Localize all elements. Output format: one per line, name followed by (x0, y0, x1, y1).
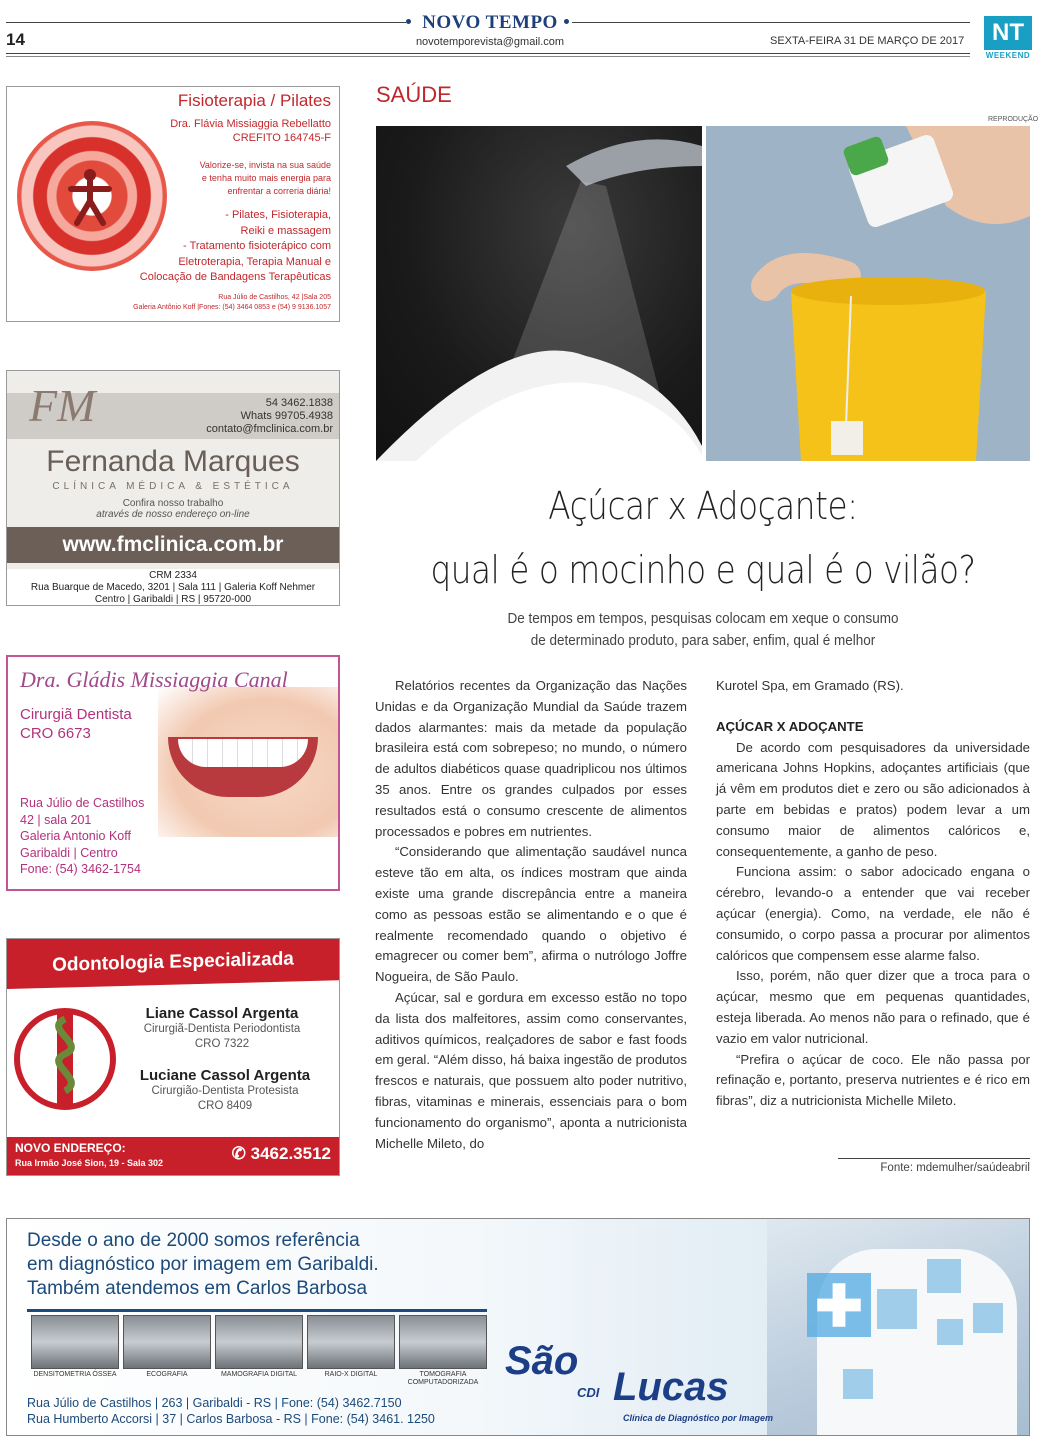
doctor-specialty: Cirurgiã-Dentista Periodontista (143, 1023, 301, 1035)
doctor-cro: CRO 7322 (194, 1038, 250, 1050)
ad-dentista-name: Dra. Gládis Missiaggia Canal (20, 667, 288, 692)
article-paragraph: Isso, porém, não quer dizer que a troca para o açúcar, mesmo que em pequenas quantidades, esteja liberada. Ao menos não para o refinado, que é vazio em valor nutricional. (716, 968, 1030, 1046)
exam-caption: DENSITOMETRIA ÓSSEA (33, 1371, 117, 1378)
decor-square (927, 1259, 961, 1293)
logo-mark: NT (984, 16, 1032, 50)
service-line: Colocação de Bandagens Terapêuticas (139, 271, 331, 283)
masthead (400, 12, 580, 48)
article-deck (409, 608, 998, 652)
slogan-line: e tenha muito mais energia para (201, 173, 331, 183)
article-subhead: AÇÚCAR X ADOÇANTE (716, 718, 864, 734)
service-line: Eletroterapia, Terapia Manual e (178, 255, 331, 268)
ad-odontologia (6, 938, 340, 1176)
header-rule-left (6, 22, 406, 23)
ad-odonto-doctor-2 (117, 1067, 333, 1114)
headline-line: em diagnóstico por imagem em Garibaldi. (27, 1254, 379, 1275)
article-paragraph: “Considerando que alimentação saudável nunca esteve tão em alta, os índices mostram que ainda existe uma grande discrepância entre a maneira como as pessoas estão se alimentando e o que é realmente recomendado quando o objetivo é emagrecer ou comer bem”, afirma o nutrólogo Joffre Nogueira, de São Paulo. (375, 844, 687, 985)
ad-fm-phone: 54 3462.1838 (265, 397, 333, 409)
ad-fisio-doctor (170, 117, 331, 145)
ad-fm-whats: Whats 99705.4938 (240, 410, 333, 422)
logo-cdi: CDI (577, 1385, 600, 1400)
sugar-pile-graphic (376, 126, 702, 461)
article-headline (422, 474, 984, 602)
article-paragraph: Kurotel Spa, em Gramado (RS). (716, 678, 904, 693)
address-line: Garibaldi | Centro (20, 845, 118, 860)
logo-sao: São (505, 1339, 579, 1383)
page-number: 14 (6, 30, 25, 49)
ad-fm-contact (206, 397, 333, 436)
address-line: Centro | Garibaldi | RS | 95720-000 (94, 594, 252, 605)
address-line: Rua Júlio de Castilhos | 263 | Garibaldi - RS | Fone: (54) 3462.7150 (27, 1396, 402, 1410)
ad-fisio-title: Fisioterapia / Pilates (177, 91, 331, 110)
ad-saolucas-headline (27, 1229, 379, 1301)
phone-icon: ✆ (231, 1144, 251, 1163)
exam-photo (123, 1315, 211, 1369)
address-line: Rua Humberto Accorsi | 37 | Carlos Barbosa - RS | Fone: (54) 3461. 1250 (27, 1412, 435, 1426)
ad-fisio-crefito: CREFITO 164745-F (232, 132, 331, 144)
exam-caption: MAMOGRAFIA DIGITAL (220, 1371, 298, 1378)
ad-odonto-street: Rua Irmão José Sion, 19 - Sala 302 (15, 1158, 164, 1168)
article-paragraph: De acordo com pesquisadores da universidade americana Johns Hopkins, adoçantes artificiais (que já vêm em produtos diet e zero ou são adicionados à parte em bebidas e pratos) podem levar a um consumo maior de alimentos calóricos e, consequentemente, a ganho de peso. (716, 739, 1030, 859)
header-rule-bottom2 (6, 56, 970, 57)
medical-cross-icon (807, 1273, 871, 1337)
ad-dentista-title: Cirurgiã Dentista (20, 706, 132, 723)
address-line: Rua Buarque de Macedo, 3201 | Sala 111 | Galeria Koff Nehmer (30, 582, 316, 593)
ad-fm-confira (7, 498, 339, 520)
address-line: Fone: (54) 3462-1754 (20, 862, 141, 876)
issue-date: SEXTA-FEIRA 31 DE MARÇO DE 2017 (770, 35, 965, 47)
address-line: Galeria Antônio Koff |Fones: (54) 3464 0853 e (54) 9 9136.1057 (133, 304, 331, 311)
exam-photos (31, 1315, 487, 1371)
ad-fm-name: Fernanda Marques (46, 445, 300, 478)
deck-line-2: de determinado produto, para saber, enfim, qual é melhor (530, 632, 876, 649)
decor-square (877, 1289, 917, 1329)
ad-dentista-cro: CRO 6673 (20, 725, 91, 742)
ad-odonto-footer (7, 1137, 339, 1175)
exam-captions (31, 1371, 487, 1387)
headline-line-1: Açúcar x Adoçante: (548, 484, 858, 528)
exam-photo (399, 1315, 487, 1369)
doctor-name: Luciane Cassol Argenta (139, 1067, 311, 1084)
ad-sao-lucas (6, 1218, 1030, 1436)
article-paragraph: Açúcar, sal e gordura em excesso estão no topo da lista dos malfeitores, assim como conservantes, aditivos químicos, realçadores de sabor e fast foods em geral. “Além disso, há baixa ingestão de produtos frescos e naturais, que possuem alto poder nutritivo, fibras, vitaminas e minerais, essenciais para o bom funcionamento do organismo”, aponta a nutricionista Michelle Mileto, do (375, 989, 687, 1151)
headline-line: Também atendemos em Carlos Barbosa (27, 1278, 368, 1299)
address-line: Rua Júlio de Castilhos (20, 796, 145, 810)
exam-caption: RAIO-X DIGITAL (324, 1371, 378, 1378)
article-paragraph: “Prefira o açúcar de coco. Ele não passa por refinação e, portanto, preserva nutrientes e é rico em fibras”, diz a nutricionista Michelle Mileto. (716, 1051, 1030, 1109)
ad-fisio-slogan (200, 159, 331, 198)
ad-fisio-services (140, 208, 331, 286)
deck-line-1: De tempos em tempos, pesquisas colocam em xeque o consumo (507, 610, 899, 627)
address-line: 42 | sala 201 (20, 812, 92, 827)
caduceus-icon (13, 999, 123, 1119)
article-paragraph: Relatórios recentes da Organização das Nações Unidas e da Organização Mundial da Saúde trazem dados alarmantes: mais da metade da população brasileira está com sobrepeso; no mundo, o número de adultos diabéticos quase quadriplicou nos últimos 35 anos. Entre os grandes culpados por esses resultados está o consumo crescente de alimentos processados e pobres em nutrientes. (375, 678, 687, 839)
ad-fm-email[interactable]: contato@fmclinica.com.br (206, 423, 333, 435)
exam-photo (31, 1315, 119, 1369)
address-line: Rua Júlio de Castilhos, 42 |Sala 205 (218, 294, 331, 301)
logo-sub: WEEKEND (985, 51, 1031, 60)
ad-fisioterapia (6, 86, 340, 322)
header-rule-bottom (6, 53, 970, 54)
slogan-line: enfrentar a correria diária! (227, 186, 331, 196)
article-column-2 (716, 676, 1030, 1112)
ad-dentista (6, 655, 340, 891)
decor-square (843, 1369, 873, 1399)
doctor-name: Liane Cassol Argenta (145, 1005, 299, 1022)
new-address-label: NOVO ENDEREÇO: (15, 1141, 126, 1155)
doctor-cro: CRO 8409 (197, 1100, 253, 1112)
masthead-email[interactable]: novotemporevista@gmail.com (415, 36, 565, 48)
nt-weekend-logo (984, 16, 1032, 62)
slogan-line: Valorize-se, invista na sua saúde (199, 160, 331, 170)
headline-line-2: qual é o mocinho e qual é o vilão? (430, 548, 976, 592)
headline-line: Desde o ano de 2000 somos referência (27, 1230, 360, 1251)
ad-dentista-role (20, 705, 132, 743)
logo-lucas: Lucas (613, 1365, 729, 1409)
ad-fm-monogram: FM (29, 380, 96, 431)
pilates-figure-icon (65, 167, 115, 227)
ad-odonto-title: Odontologia Especializada (7, 938, 339, 989)
ad-fisio-name: Dra. Flávia Missiaggia Rebellatto (170, 118, 331, 130)
source-rule (838, 1158, 1030, 1159)
exam-photo (307, 1315, 395, 1369)
service-line: - Tratamento fisioterápico com (183, 240, 331, 252)
doctor-specialty: Cirurgião-Dentista Protesista (151, 1085, 299, 1097)
ad-fisio-address (133, 293, 331, 313)
ad-odonto-doctor-1 (117, 1005, 327, 1052)
ad-fm-subtitle: CLÍNICA MÉDICA & ESTÉTICA (52, 481, 294, 492)
sweetener-cup-graphic (706, 126, 1030, 461)
phone-number: 3462.3512 (250, 1144, 331, 1163)
exam-photo (215, 1315, 303, 1369)
logo-tagline: Clínica de Diagnóstico por Imagem (623, 1413, 774, 1423)
ad-fm-crm: CRM 2334 (149, 570, 197, 581)
header-rule-right (572, 22, 970, 23)
ad-fm-url[interactable]: www.fmclinica.com.br (7, 527, 339, 563)
ad-odonto-phone (232, 1144, 331, 1164)
photo-credit: REPRODUÇÃO (988, 116, 1039, 123)
masthead-title: NOVO TEMPO (422, 12, 558, 33)
service-line: Reiki e massagem (240, 224, 331, 237)
ad-dentista-teeth (178, 739, 308, 767)
exam-caption: ECOGRAFIA (146, 1371, 188, 1378)
address-line: Galeria Antonio Koff (20, 829, 131, 843)
ad-saolucas-bar (27, 1309, 487, 1312)
exam-caption: TOMOGRAFIA COMPUTADORIZADA (407, 1371, 479, 1386)
service-line: - Pilates, Fisioterapia, (225, 209, 331, 221)
confira-line: através de nosso endereço on-line (96, 509, 250, 520)
article-paragraph: Funciona assim: o sabor adocicado engana o cérebro, levando-o a entender que vai receber açúcar (energia). Como, na verdade, ele não é consumido, o corpo passa a procurar por alimentos calóricos que compensem esse alarme falso. (716, 864, 1030, 963)
ad-dentista-address (20, 795, 144, 878)
decor-square (937, 1319, 963, 1345)
confira-line: Confira nosso trabalho (122, 498, 224, 509)
ad-fm-address (7, 569, 339, 606)
section-label: SAÚDE (376, 82, 452, 107)
decor-square (973, 1303, 1003, 1333)
article-source: Fonte: mdemulher/saúdeabril (880, 1162, 1030, 1174)
article-photo (376, 126, 1030, 461)
photo-sugar-spoon (376, 126, 702, 461)
photo-sweetener-cup (706, 126, 1030, 461)
article-column-1 (375, 676, 687, 1154)
ad-fmclinica (6, 370, 340, 606)
ad-saolucas-address (27, 1395, 435, 1427)
